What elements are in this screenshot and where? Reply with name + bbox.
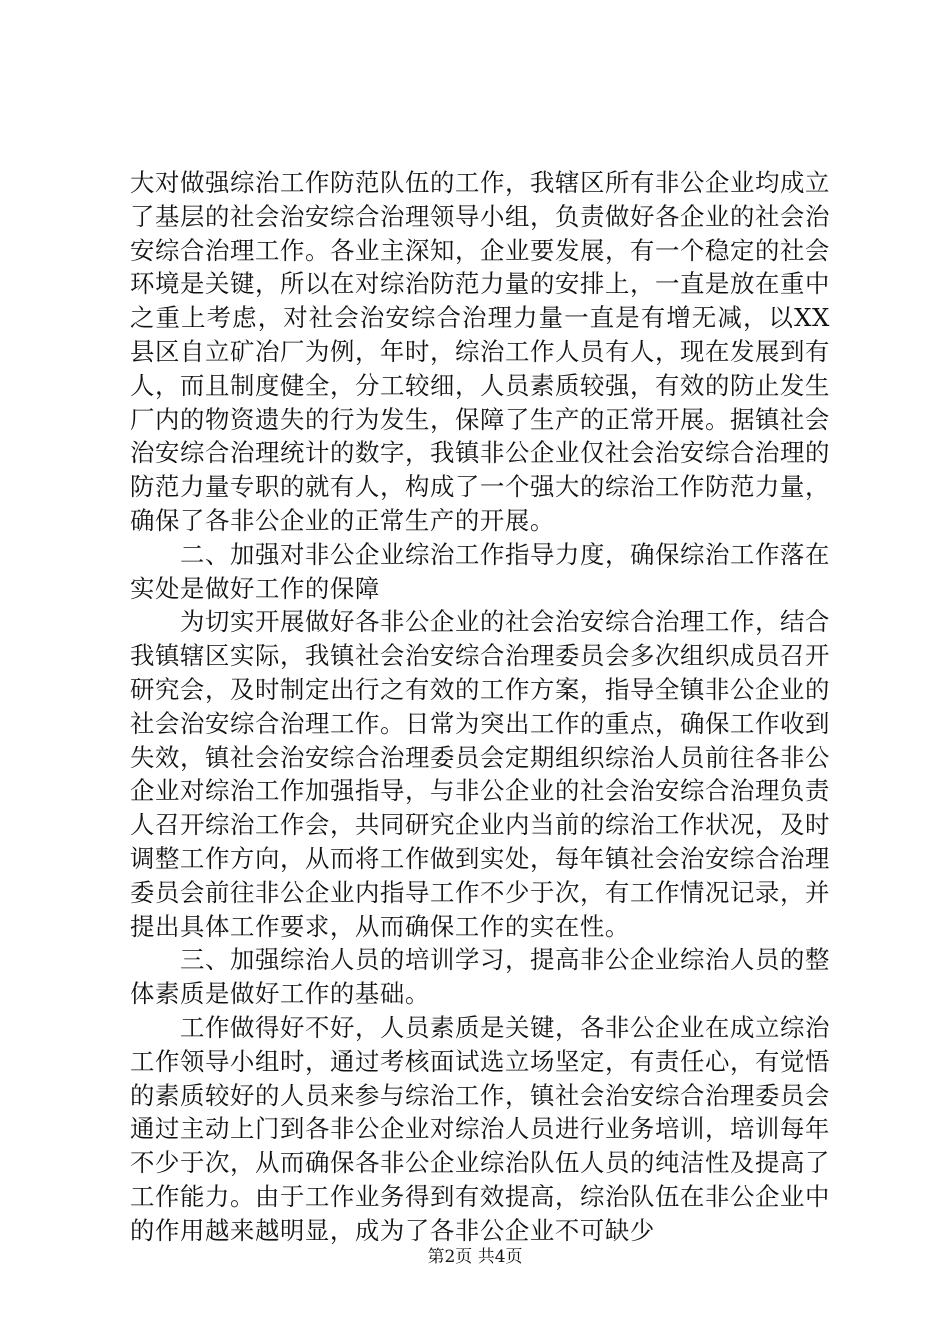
page-number-footer: 第2页 共4页	[427, 1247, 523, 1267]
paragraph-3: 工作做得好不好，人员素质是关键，各非公企业在成立综治工作领导小组时，通过考核面试选立场坚定，有责任心，有觉悟的素质较好的人员来参与综治工作，镇社会治安综合治理委员会通过主动上门到各非公企业对综治人员进行业务培训，培训每年不少于次，从而确保各非公企业综治队伍人员的纯洁性及提高了工作能力。由于工作业务得到有效提高，综治队伍在非公企业中的作用越来越明显，成为了各非公企业不可缺少	[130, 1012, 830, 1245]
document-body	[130, 166, 830, 1248]
section-heading-2: 二、加强对非公企业综治工作指导力度，确保综治工作落在实处是做好工作的保障	[130, 539, 830, 603]
paragraph-2: 为切实开展做好各非公企业的社会治安综合治理工作，结合我镇辖区实际，我镇社会治安综合治理委员会多次组织成员召开研究会，及时制定出行之有效的工作方案，指导全镇非公企业的社会治安综合治理工作。日常为突出工作的重点，确保工作收到失效，镇社会治安综合治理委员会定期组织综治人员前往各非公企业对综治工作加强指导，与非公企业的社会治安综合治理负责人召开综治工作会，共同研究企业内当前的综治工作状况，及时调整工作方向，从而将工作做到实处，每年镇社会治安综合治理委员会前往非公企业内指导工作不少于次，有工作情况记录，并提出具体工作要求，从而确保工作的实在性。	[130, 607, 830, 941]
section-heading-3: 三、加强综治人员的培训学习，提高非公企业综治人员的整体素质是做好工作的基础。	[130, 945, 830, 1009]
paragraph-1: 大对做强综治工作防范队伍的工作，我辖区所有非公企业均成立了基层的社会治安综合治理领导小组，负责做好各企业的社会治安综合治理工作。各业主深知，企业要发展，有一个稳定的社会环境是关键，所以在对综治防范力量的安排上，一直是放在重中之重上考虑，对社会治安综合治理力量一直是有增无减，以XX县区自立矿冶厂为例，年时，综治工作人员有人，现在发展到有人，而且制度健全，分工较细，人员素质较强，有效的防止发生厂内的物资遗失的行为发生，保障了生产的正常开展。据镇社会治安综合治理统计的数字，我镇非公企业仅社会治安综合治理的防范力量专职的就有人，构成了一个强大的综治工作防范力量，确保了各非公企业的正常生产的开展。	[130, 168, 830, 535]
